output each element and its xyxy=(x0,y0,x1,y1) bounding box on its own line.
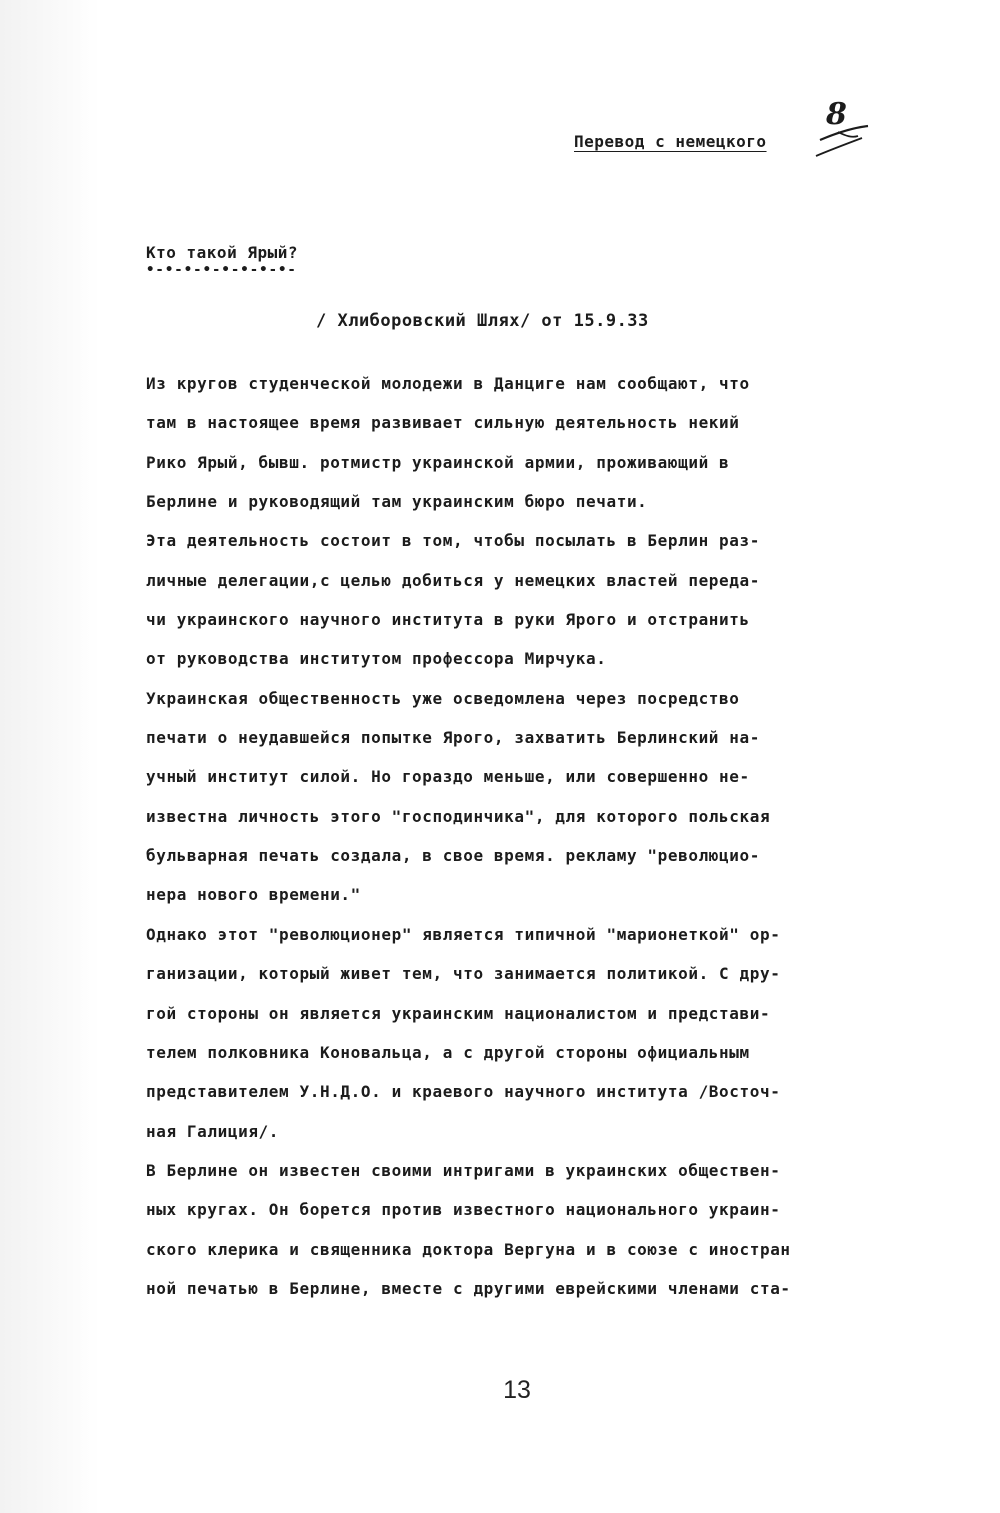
title-underline: •-•-•-•-•-•-•-•- xyxy=(146,262,297,278)
text-line: Берлине и руководящий там украинским бюро печати. xyxy=(146,492,648,512)
text-line: чи украинского научного института в руки Ярого и отстранить xyxy=(146,610,750,630)
text-line: Украинская общественность уже осведомлена через посредство xyxy=(146,688,740,708)
text-line: ной печатью в Берлине, вместе с другими еврейскими членами ста- xyxy=(146,1278,791,1298)
text-line: от руководства институтом профессора Мирчука. xyxy=(146,649,607,669)
handwritten-sheet-number xyxy=(812,94,876,160)
text-line: телем полковника Коновальца, а с другой стороны официальным xyxy=(146,1042,750,1062)
source-line: / Хлиборовский Шлях/ от 15.9.33 xyxy=(316,311,649,331)
text-line: ского клерика и священника доктора Вергуна и в союзе с иностран xyxy=(146,1239,791,1259)
text-line: нера нового времени." xyxy=(146,885,361,905)
text-line: Однако этот "революционер" является типичной "марионеткой" ор- xyxy=(146,924,781,944)
text-line: бульварная печать создала, в свое время. рекламу "революцио- xyxy=(146,846,760,866)
text-line: Из кругов студенческой молодежи в Данциге нам сообщают, что xyxy=(146,374,750,393)
text-line: известна личность этого "господинчика", для которого польская xyxy=(146,806,771,826)
article-title: Кто такой Ярый? xyxy=(146,243,298,262)
text-line: В Берлине он известен своими интригами в украинских обществен- xyxy=(146,1160,781,1180)
text-line: там в настоящее время развивает сильную деятельность некий xyxy=(146,413,740,433)
text-line: ная Галиция/. xyxy=(146,1121,280,1141)
text-line: ганизации, который живет тем, что занимается политикой. С дру- xyxy=(146,964,781,984)
text-line: Рико Ярый, бывш. ротмистр украинской армии, проживающий в xyxy=(146,452,730,472)
text-line: Эта деятельность состоит в том, чтобы посылать в Берлин раз- xyxy=(146,531,760,551)
svg-text:8: 8 xyxy=(826,97,847,132)
text-line: гой стороны он является украинским националистом и представи- xyxy=(146,1003,771,1023)
text-line: печати о неудавшейся попытке Ярого, захватить Берлинский на- xyxy=(146,728,760,748)
text-line: представителем У.Н.Д.О. и краевого научного института /Восточ- xyxy=(146,1082,781,1102)
scan-shadow xyxy=(0,0,100,1513)
text-line: учный институт силой. Но гораздо меньше, или совершенно не- xyxy=(146,767,750,787)
body-text xyxy=(146,374,916,1318)
page-number: 13 xyxy=(503,1376,531,1404)
text-line: ных кругах. Он борется против известного национального украин- xyxy=(146,1200,781,1220)
text-line: личные делегации,с целью добиться у немецких властей переда- xyxy=(146,570,760,590)
translation-header: Перевод с немецкого xyxy=(574,132,767,151)
